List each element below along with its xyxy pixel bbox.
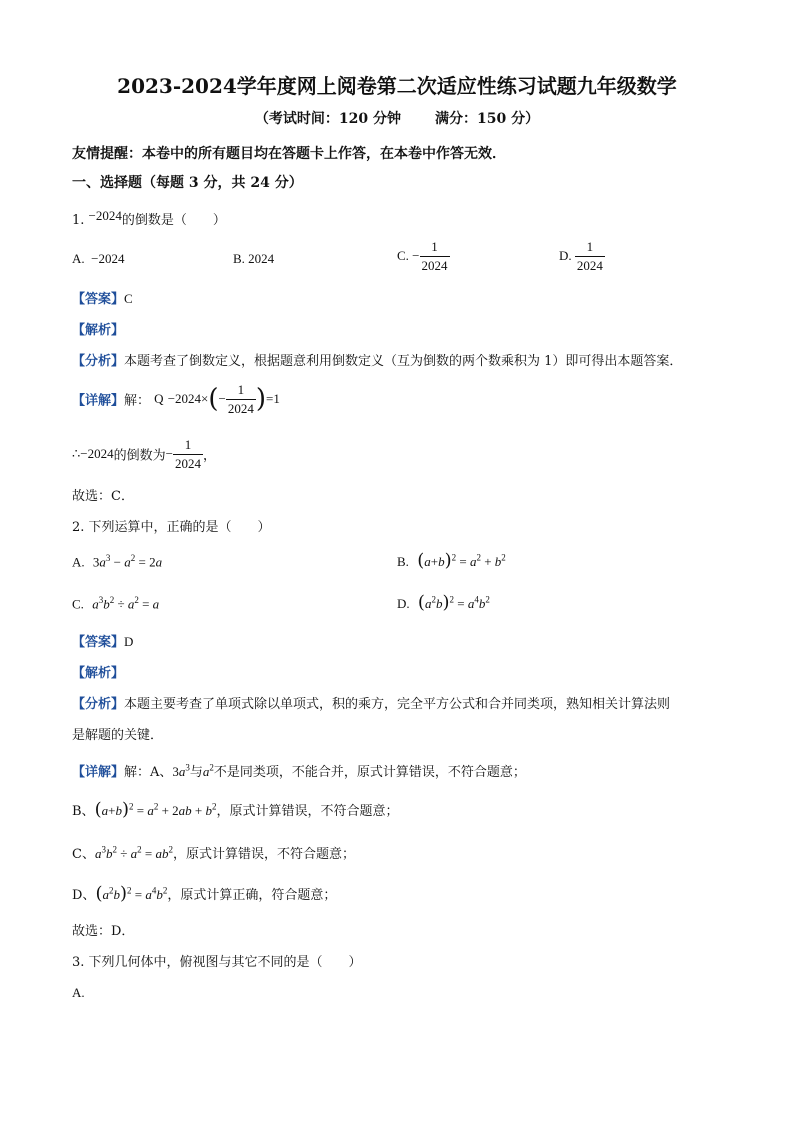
exam-time: （考试时间：120 分钟 — [254, 111, 401, 127]
q1-option-c: C. − $\frac{1}{2024}$ — [397, 239, 448, 273]
section-heading: 一、选择题（每题 3 分，共 24 分） — [72, 175, 303, 191]
q1-stem-text: 的倒数是（ ） — [121, 213, 226, 228]
q2-fenxi-line1: 【分析】本题主要考查了单项式除以单项式，积的乘方，完全平方公式和合并同类项，熟知相关计算法则 — [72, 697, 671, 712]
q1-option-b: B. 2024 — [233, 251, 275, 266]
q2-stem: 2. 下列运算中，正确的是（ ） — [72, 520, 271, 535]
q1-answer: 【答案】C — [72, 291, 133, 307]
q2-choose: 故选：D． — [72, 924, 135, 939]
q1-analysis-label: 【解析】 — [72, 323, 125, 338]
q1-therefore: ∴−2024的倒数为− $\frac{1}{2024}$ ， — [72, 437, 216, 471]
q1-fenxi: 【分析】本题考查了倒数定义，根据题意利用倒数定义（互为倒数的两个数乘积为 1）即可得出本题答案． — [72, 354, 683, 369]
q2-option-d: D. $(a^2b)^2 = a^4b^2$ — [397, 592, 490, 613]
q2-analysis-label: 【解析】 — [72, 666, 125, 681]
q1-expression: −2024 — [88, 208, 122, 223]
q2-fenxi-line2: 是解题的关键． — [72, 728, 164, 743]
notice: 友情提醒：本卷中的所有题目均在答题卡上作答，在本卷中作答无效． — [72, 146, 506, 162]
q1-option-a: A. −2024 — [72, 251, 125, 266]
page-title: 2023-2024学年度网上阅卷第二次适应性练习试题九年级数学 — [117, 74, 677, 98]
q2-option-a: A. $3a^3 - a^2 = 2a$ — [72, 553, 163, 570]
q2-detail-d: D、$(a^2b)^2 = a^4b^2$，原式计算正确，符合题意； — [72, 883, 337, 904]
q3-stem: 3. 下列几何体中，俯视图与其它不同的是（ ） — [72, 955, 362, 970]
q2-detail-c: C、$a^3b^2 \div a^2 = ab^2$，原式计算错误，不符合题意； — [72, 844, 355, 862]
q3-option-a: A. — [72, 985, 85, 1000]
q1-choose: 故选：C． — [72, 489, 134, 504]
q1-option-d: D. $\frac{1}{2024}$ — [559, 239, 603, 273]
q2-option-c: C. $a^3b^2 \div a^2 = a$ — [72, 595, 160, 612]
q2-option-b: B. $(a+b)^2 = a^2 + b^2$ — [397, 550, 506, 571]
q2-detail-a: 【详解】解：A、$3a^3$与$a^2$不是同类项，不能合并，原式计算错误，不符合题意； — [72, 762, 526, 780]
full-score: 满分：150 分） — [435, 111, 540, 127]
q1-detail: 【详解】解： Q −2024×(− $\frac{1}{2024}$ )=1 — [72, 382, 280, 416]
exam-info — [0, 108, 794, 128]
q2-detail-b: B、$(a+b)^2 = a^2 + 2ab + b^2$，原式计算错误，不符合题意； — [72, 799, 399, 820]
q2-answer: 【答案】D — [72, 634, 134, 650]
q1-number: 1. — [72, 213, 85, 228]
q1-stem — [72, 209, 226, 228]
